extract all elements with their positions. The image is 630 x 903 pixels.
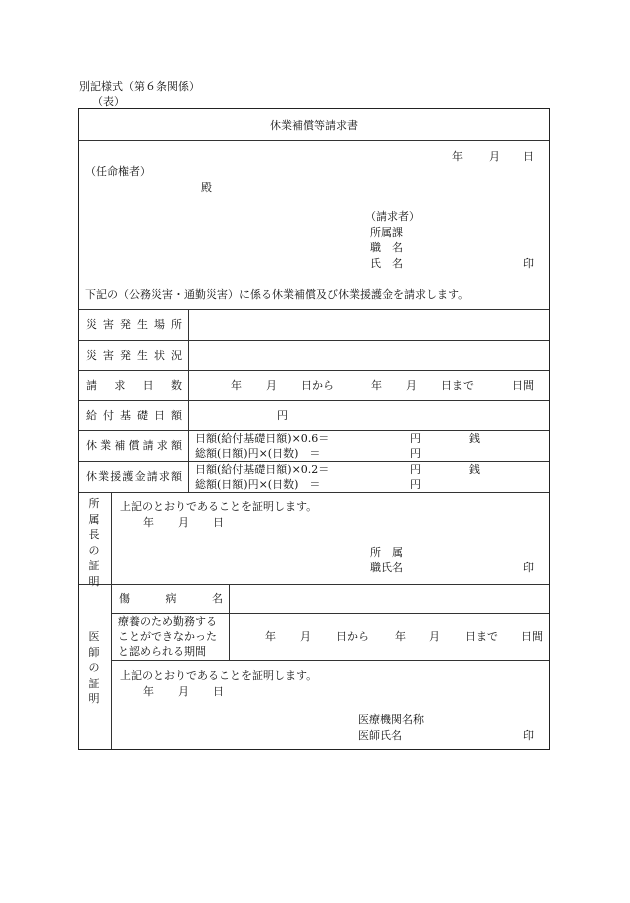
date-month-label: 月: [489, 150, 500, 163]
days-label: 請 求 日 数: [86, 379, 182, 392]
rule-place: [79, 340, 549, 341]
doctor-date-day: 日: [213, 685, 224, 698]
place-label: 災 害 発 生 場 所: [86, 318, 182, 331]
aid-label: 休 業 援 護 金 請 求 額: [86, 470, 182, 483]
requester-title-label: 職 名: [370, 241, 403, 254]
comp-daily-sen: 銭: [469, 432, 480, 445]
leave-period: 日間: [521, 630, 543, 643]
rule-title: [79, 140, 549, 141]
chief-affiliation-label: 所 属: [370, 546, 403, 559]
request-statement: 下記の（公務災害・通勤災害）に係る休業補償及び休業援護金を請求します。: [85, 288, 470, 301]
days-until: 日まで: [441, 379, 474, 392]
comp-label: 休 業 補 償 請 求 額: [86, 439, 182, 452]
chief-date-month: 月: [178, 516, 189, 529]
requester-dept-label: 所属課: [370, 226, 403, 239]
chief-name-label: 職氏名: [370, 561, 403, 574]
injury-label: 傷 病 名: [119, 592, 223, 605]
date-year-label: 年: [452, 150, 463, 163]
rule-days: [79, 400, 549, 401]
doctor-name-label: 医師氏名: [358, 729, 402, 742]
doctor-cert-label: 医師の証明: [88, 630, 100, 705]
doctor-cert-text: 上記のとおりであることを証明します。: [120, 669, 318, 682]
leave-month-1: 月: [300, 630, 311, 643]
situation-label: 災 害 発 生 状 況: [86, 349, 182, 362]
side-label: （表）: [92, 95, 125, 108]
chief-date-year: 年: [143, 516, 154, 529]
doctor-date-month: 月: [178, 685, 189, 698]
leave-year-2: 年: [395, 630, 406, 643]
date-day-label: 日: [523, 150, 534, 163]
chief-date-day: 日: [213, 516, 224, 529]
leave-period-label-3: と認められる期間: [118, 645, 206, 658]
days-year-1: 年: [231, 379, 242, 392]
chief-seal: 印: [523, 561, 534, 574]
rule-statement: [79, 309, 549, 310]
form-title: 休業補償等請求書: [270, 119, 358, 132]
days-year-2: 年: [371, 379, 382, 392]
aid-daily-yen: 円: [410, 463, 421, 476]
requester-seal: 印: [523, 257, 534, 270]
rule-doctor-label-column: [229, 584, 230, 660]
rule-cert-column: [111, 492, 112, 749]
requester-name-label: 氏 名: [370, 257, 403, 270]
base-yen: 円: [277, 409, 288, 422]
aid-total-line: 総額(日額)円×(日数) ＝: [195, 478, 321, 491]
leave-month-2: 月: [429, 630, 440, 643]
rule-base: [79, 430, 549, 431]
days-from: 日から: [301, 379, 334, 392]
addressee-honorific: 殿: [201, 181, 212, 194]
days-period: 日間: [512, 379, 534, 392]
comp-daily-line: 日額(給付基礎日額)×0.6＝: [195, 432, 330, 445]
rule-chief: [79, 584, 549, 585]
compensation-request-form: [78, 108, 550, 750]
leave-period-label-2: ことができなかった: [118, 630, 217, 643]
doctor-seal: 印: [523, 729, 534, 742]
rule-situation: [79, 370, 549, 371]
chief-cert-label: 所属長の証明: [88, 497, 100, 588]
base-amount-label: 給 付 基 礎 日 額: [86, 409, 182, 422]
leave-until: 日まで: [465, 630, 498, 643]
comp-total-yen: 円: [410, 447, 421, 460]
rule-period: [111, 660, 549, 661]
comp-daily-yen: 円: [410, 432, 421, 445]
requester-heading: （請求者）: [365, 210, 420, 223]
addressee-label: （任命権者）: [85, 165, 151, 178]
institution-label: 医療機関名称: [358, 713, 424, 726]
rule-label-column: [188, 309, 189, 492]
aid-total-yen: 円: [410, 478, 421, 491]
days-month-1: 月: [266, 379, 277, 392]
chief-cert-text: 上記のとおりであることを証明します。: [120, 500, 318, 513]
rule-injury: [111, 613, 549, 614]
comp-total-line: 総額(日額)円×(日数) ＝: [195, 447, 321, 460]
leave-year-1: 年: [265, 630, 276, 643]
leave-from: 日から: [336, 630, 369, 643]
doctor-date-year: 年: [143, 685, 154, 698]
aid-daily-line: 日額(給付基礎日額)×0.2＝: [195, 463, 330, 476]
days-month-2: 月: [406, 379, 417, 392]
leave-period-label-1: 療養のため勤務する: [118, 615, 217, 628]
rule-aid: [79, 492, 549, 493]
rule-comp: [79, 461, 549, 462]
aid-daily-sen: 銭: [469, 463, 480, 476]
form-reference: 別記様式（第６条関係）: [79, 80, 200, 93]
